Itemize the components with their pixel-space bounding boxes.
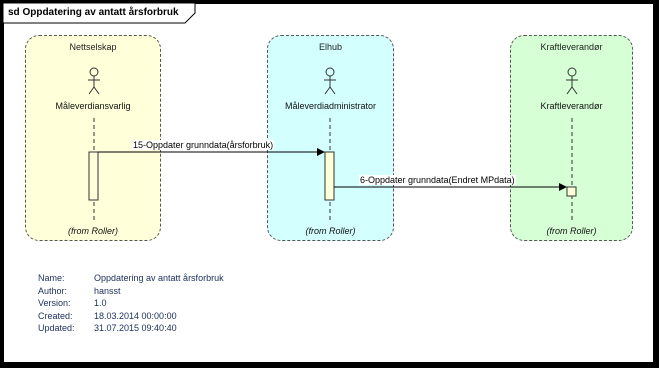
role-label: Kraftleverandør <box>540 101 603 111</box>
lane-footer: (from Roller) <box>546 226 597 236</box>
meta-row <box>38 310 224 323</box>
meta-key: Author: <box>38 285 68 296</box>
meta-key: Name: <box>38 273 65 283</box>
meta-key: Updated: <box>38 323 75 333</box>
actor-icon <box>88 68 100 94</box>
lane-title: Elhub <box>318 42 343 52</box>
diagram-properties <box>38 272 224 335</box>
meta-row <box>38 272 224 285</box>
meta-value: 1.0 <box>94 298 107 308</box>
lane-title: Kraftleverandør <box>540 42 603 52</box>
activation-bar <box>325 152 334 200</box>
role-label: Måleverdiadministrator <box>284 101 377 111</box>
meta-value: Oppdatering av antatt årsforbruk <box>94 273 224 283</box>
message-label[interactable]: 15-Oppdater grunndata(årsforbruk) <box>133 140 274 150</box>
meta-key: Version: <box>38 298 71 308</box>
meta-value: 31.07.2015 09:40:40 <box>94 323 177 333</box>
meta-row <box>38 285 224 298</box>
role-label: Måleverdiansvarlig <box>55 101 131 111</box>
lane-title: Nettselskap <box>69 42 117 52</box>
actor-icon <box>324 68 336 94</box>
meta-row <box>38 297 224 310</box>
lane-footer: (from Roller) <box>67 226 118 236</box>
meta-value: hansst <box>94 285 121 296</box>
frame-title: sd Oppdatering av antatt årsforbruk <box>8 7 179 18</box>
meta-value: 18.03.2014 00:00:00 <box>94 310 177 321</box>
lane-footer: (from Roller) <box>305 226 356 236</box>
meta-key: Created: <box>38 310 73 321</box>
activation-bar <box>567 187 576 196</box>
meta-row <box>38 322 224 335</box>
actor-icon <box>566 68 578 94</box>
message-label[interactable]: 6-Oppdater grunndata(Endret MPdata) <box>360 175 515 185</box>
activation-bar <box>89 152 98 200</box>
